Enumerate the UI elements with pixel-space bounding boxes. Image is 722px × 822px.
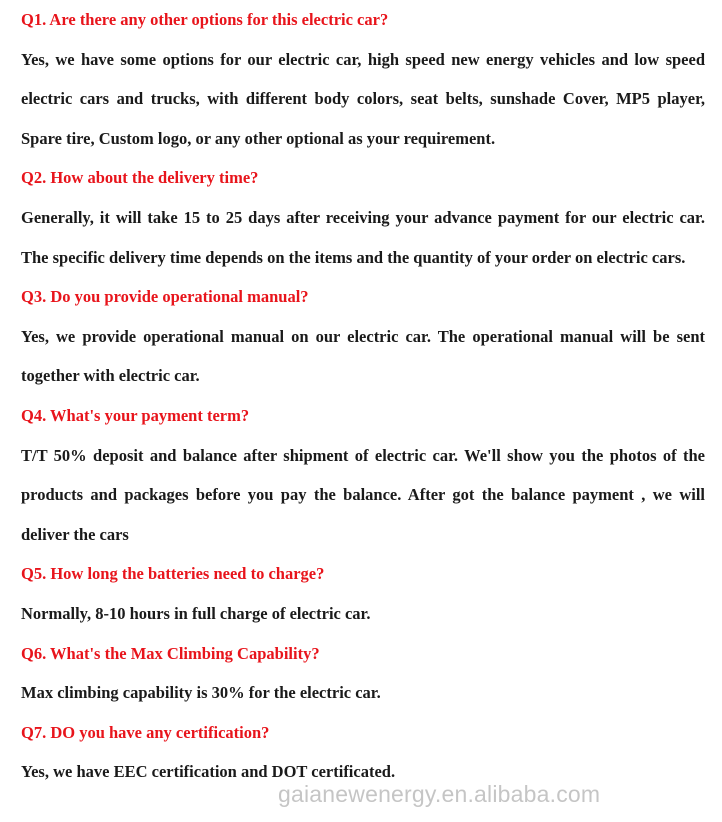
faq-question-2: Q2. How about the delivery time? — [21, 168, 259, 188]
faq-answer-4: T/T 50% deposit and balance after shipment of electric car. We'll show you the photos of the products and packages before you pay the balance. After got the balance payment , we will deliver the cars — [21, 445, 705, 544]
faq-question-4: Q4. What's your payment term? — [21, 405, 250, 425]
faq-question-6: Q6. What's the Max Climbing Capability? — [21, 643, 320, 663]
faq-answer-7: Yes, we have EEC certification and DOT certificated. — [21, 762, 396, 782]
faq-question-1: Q1. Are there any other options for this electric car? — [21, 10, 389, 29]
faq-list — [21, 0, 705, 792]
faq-answer-6: Max climbing capability is 30% for the electric car. — [21, 683, 381, 703]
faq-question-5: Q5. How long the batteries need to charge? — [21, 564, 325, 584]
faq-question-3: Q3. Do you provide operational manual? — [21, 287, 309, 307]
watermark: gaianewenergy.en.alibaba.com — [278, 781, 601, 807]
faq-answer-1: Yes, we have some options for our electric car, high speed new energy vehicles and low speed electric cars and trucks, with different body colors, seat belts, sunshade Cover, MP5 player, Spare tire, Custom logo, or any other optional as your requirement. — [21, 49, 705, 148]
faq-answer-5: Normally, 8-10 hours in full charge of electric car. — [21, 603, 371, 623]
faq-question-7: Q7. DO you have any certification? — [21, 722, 270, 742]
faq-answer-3: Yes, we provide operational manual on our electric car. The operational manual will be sent together with electric car. — [21, 326, 705, 386]
faq-answer-2: Generally, it will take 15 to 25 days after receiving your advance payment for our electric car. The specific delivery time depends on the items and the quantity of your order on electric cars. — [21, 207, 705, 267]
